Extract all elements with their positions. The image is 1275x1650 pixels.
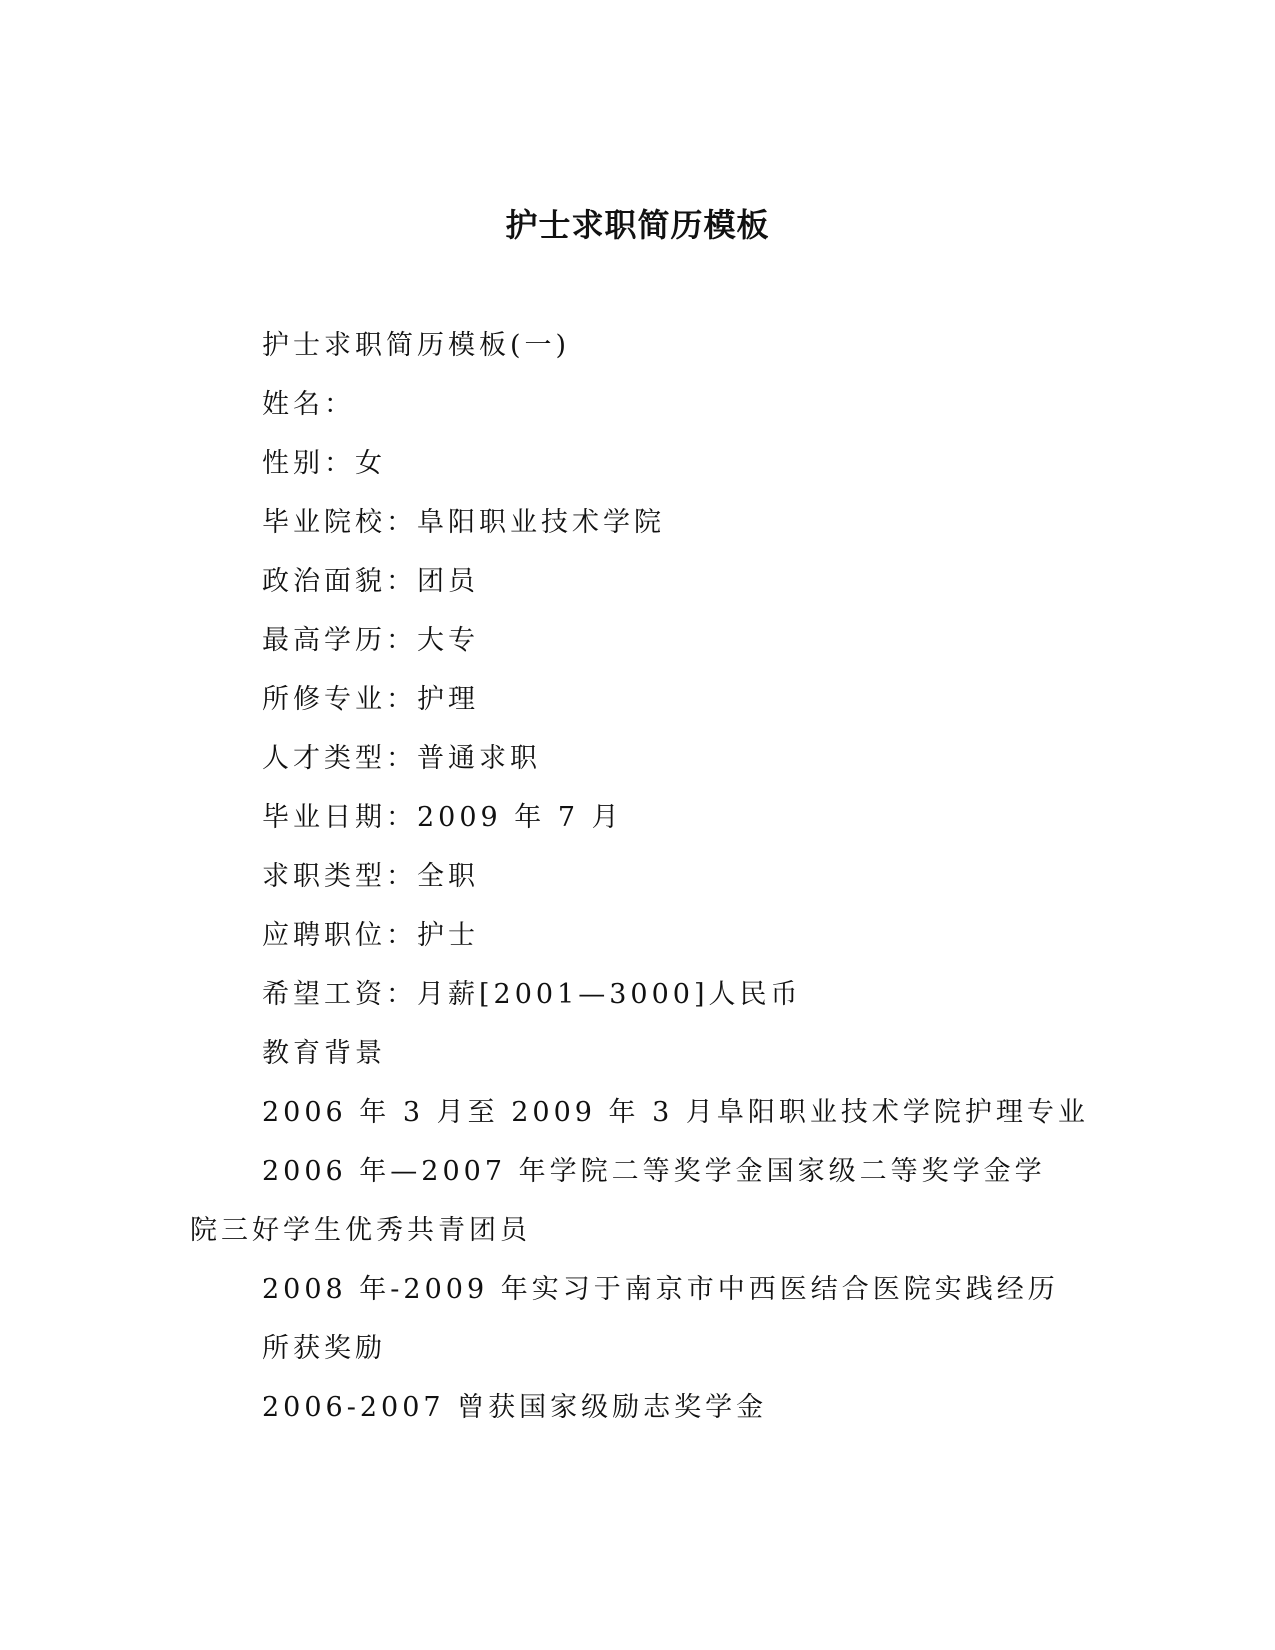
field-job-type: 求职类型：全职 [262, 861, 479, 892]
education-entry: 2006 年 3 月至 2009 年 3 月阜阳职业技术学院护理专业 [262, 1097, 1089, 1128]
field-education-level: 最高学历：大专 [262, 625, 479, 656]
internship-entry: 2008 年-2009 年实习于南京市中西医结合医院实践经历 [262, 1274, 1059, 1305]
field-major: 所修专业：护理 [262, 684, 479, 715]
field-gender: 性别：女 [262, 448, 386, 479]
field-graduation-date: 毕业日期：2009 年 7 月 [262, 802, 623, 833]
section-awards: 所获奖励 [262, 1333, 386, 1364]
field-position: 应聘职位：护士 [262, 920, 479, 951]
section-education: 教育背景 [262, 1038, 386, 1069]
field-political-status: 政治面貌：团员 [262, 566, 479, 597]
award-entry: 2006-2007 曾获国家级励志奖学金 [262, 1392, 768, 1423]
resume-heading: 护士求职简历模板(一) [262, 330, 571, 361]
field-name: 姓名： [262, 389, 355, 420]
awards-paragraph: 2006 年—2007 年学院二等奖学金国家级二等奖学金学院三好学生优秀共青团员 [190, 1156, 1046, 1246]
field-salary: 希望工资：月薪[2001—3000]人民币 [262, 979, 802, 1010]
field-talent-type: 人才类型：普通求职 [262, 743, 541, 774]
document-title: 护士求职简历模板 [505, 206, 770, 244]
field-school: 毕业院校：阜阳职业技术学院 [262, 507, 665, 538]
document-body [190, 316, 1089, 1437]
